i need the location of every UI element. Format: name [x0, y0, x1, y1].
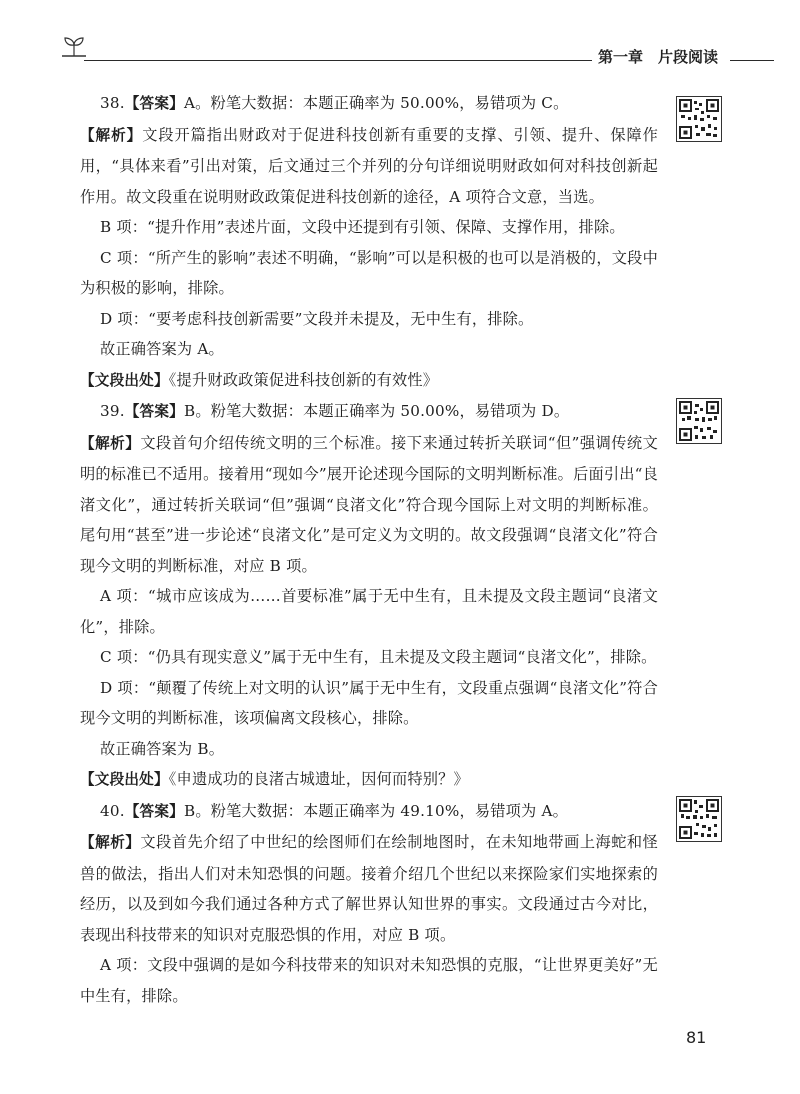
- page-header: [62, 36, 774, 70]
- answer-40: [80, 796, 658, 828]
- source-label: 【文段出处】: [80, 771, 169, 788]
- conclusion-38: 故正确答案为 A。: [100, 340, 224, 358]
- conclusion-39: 故正确答案为 B。: [100, 739, 225, 758]
- option-c-39: C 项：“仍具有现实意义”属于无中生有，且未提及文段主题词“良渚文化”，排除。: [100, 648, 657, 666]
- source-label: 【文段出处】: [80, 371, 169, 389]
- option-a-39: A 项：“城市应该成为……首要标准”属于无中生有，且未提及文段主题词“良渚文化”，排除。: [80, 587, 658, 636]
- analysis-39: [80, 428, 658, 582]
- source-text: 《申遗成功的良渚古城遗址，因何而特别？》: [168, 770, 469, 788]
- analysis-text: 文段开篇指出财政对于促进科技创新有重要的支撑、引领、提升、保障作用，“具体来看”引出对策，后文通过三个并列的分句详细说明财政如何对科技创新起作用。故文段重在说明财政政策促进科技创新的途径，A 项符合文意，当选。: [80, 125, 658, 206]
- answer-label: 【答案】: [124, 403, 184, 420]
- answer-39: [80, 396, 658, 428]
- leaf-icon: [62, 36, 86, 58]
- analysis-text: 文段首先介绍了中世纪的绘图师们在绘制地图时，在未知地带画上海蛇和怪兽的做法，指出人们对未知恐惧的问题。接着介绍几个世纪以来探险家们实地探索的经历，以及到如今我们通过各种方式了解世界认知世界的事实。文段通过古今对比，表现出科技带来的知识对克服恐惧的作用，对应 B 项。: [80, 833, 658, 944]
- question-number: 39.: [100, 402, 125, 420]
- answer-text: A。粉笔大数据：本题正确率为 50.00%，易错项为 C。: [183, 94, 569, 112]
- page-content: [80, 88, 658, 1011]
- option-a-40: A 项：文段中强调的是如今科技带来的知识对未知恐惧的克服，“让世界更美好”无中生有，排除。: [80, 956, 658, 1005]
- option-b-38: B 项：“提升作用”表述片面，文段中还提到有引领、保障、支撑作用，排除。: [100, 218, 625, 236]
- question-number: 38.: [100, 94, 125, 112]
- option-d-38: D 项：“要考虑科技创新需要”文段并未提及，无中生有，排除。: [100, 309, 534, 328]
- answer-38: [80, 88, 658, 120]
- answer-label: 【答案】: [124, 95, 184, 112]
- analysis-label: 【解析】: [80, 434, 141, 452]
- source-39: [80, 764, 658, 796]
- analysis-40: [80, 827, 658, 950]
- header-rule: [730, 60, 774, 61]
- source-text: 《提升财政政策促进科技创新的有效性》: [168, 370, 439, 389]
- qr-code-icon[interactable]: [676, 96, 722, 142]
- question-number: 40.: [100, 801, 125, 820]
- option-c-38: C 项：“所产生的影响”表述不明确，“影响”可以是积极的也可以是消极的，文段中为积极的影响，排除。: [80, 248, 658, 297]
- answer-text: B。粉笔大数据：本题正确率为 49.10%，易错项为 A。: [183, 801, 569, 820]
- header-rule: [84, 60, 630, 61]
- analysis-label: 【解析】: [80, 126, 143, 144]
- page-number: 81: [686, 1028, 707, 1047]
- chapter-title: 第一章 片段阅读: [592, 46, 724, 67]
- qr-code-icon[interactable]: [676, 796, 722, 842]
- answer-label: 【答案】: [124, 802, 184, 820]
- analysis-38: [80, 120, 658, 213]
- analysis-text: 文段首句介绍传统文明的三个标准。接下来通过转折关联词“但”强调传统文明的标准已不适用。接着用“现如今”展开论述现今国际的文明判断标准。后面引出“良渚文化”，通过转折关联词“但”强调“良渚文化”符合现今国际上对文明的判断标准。尾句用“甚至”进一步论述“良渚文化”是可定义为文明的。故文段强调“良渚文化”符合现今文明的判断标准，对应 B 项。: [80, 433, 658, 575]
- answer-text: B。粉笔大数据：本题正确率为 50.00%，易错项为 D。: [183, 402, 570, 420]
- analysis-label: 【解析】: [80, 834, 141, 851]
- option-d-39: D 项：“颠覆了传统上对文明的认识”属于无中生有，文段重点强调“良渚文化”符合现今文明的判断标准，该项偏离文段核心，排除。: [80, 678, 658, 727]
- source-38: [80, 365, 658, 397]
- qr-code-icon[interactable]: [676, 398, 722, 444]
